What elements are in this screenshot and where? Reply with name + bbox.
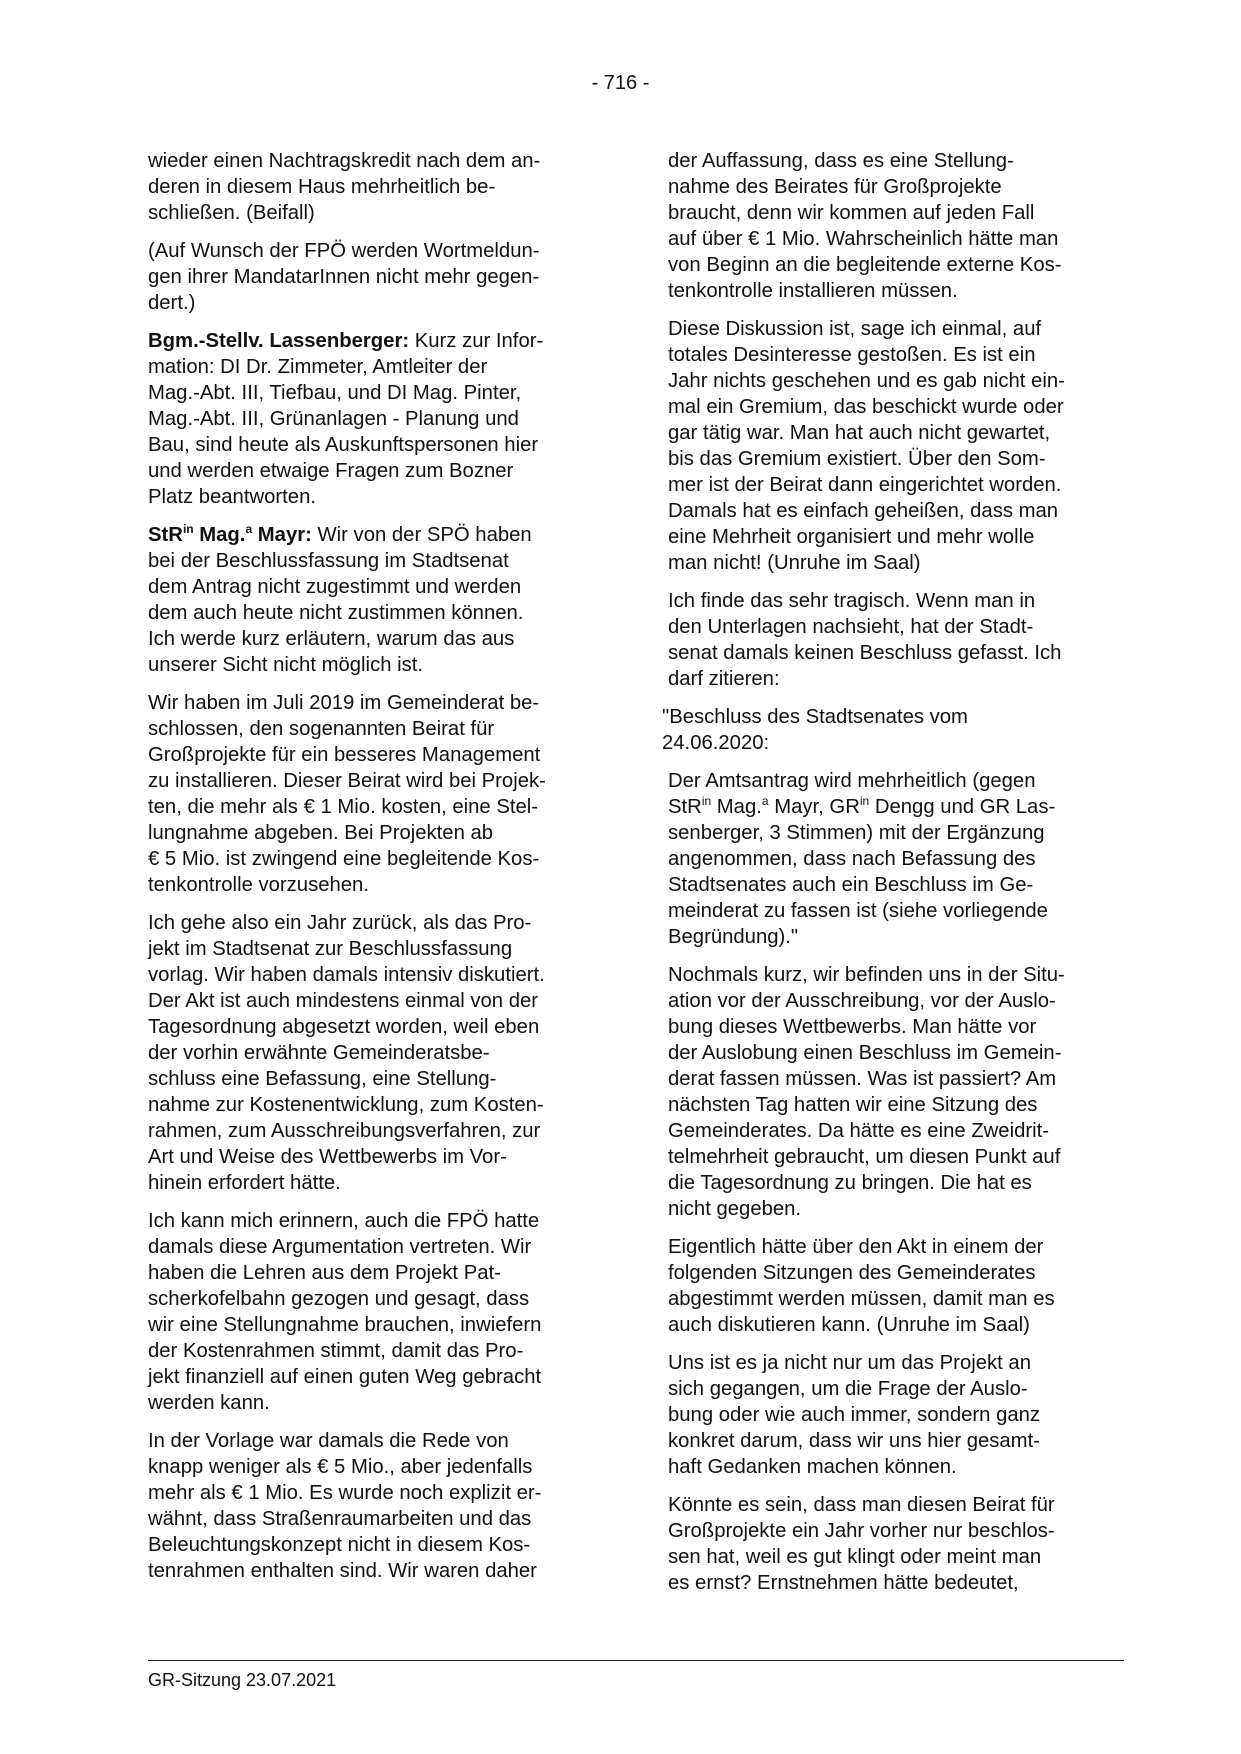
text-line: schließen. (Beifall) [148,202,315,224]
text-line: wähnt, dass Straßenraumarbeiten und das [148,1508,532,1530]
text-line: € 5 Mio. ist zwingend eine begleitende Kos- [148,848,540,870]
text-line: tenkontrolle installieren müssen. [668,280,958,302]
text-line: abgestimmt werden müssen, damit man es [668,1288,1055,1310]
text-line: folgenden Sitzungen des Gemeinderates [668,1262,1036,1284]
text-line: mal ein Gremium, das beschickt wurde oder [668,396,1064,418]
text-line: man nicht! (Unruhe im Saal) [668,552,921,574]
text-line: Tagesordnung abgesetzt worden, weil eben [148,1016,540,1038]
text-line: dem auch heute nicht zustimmen können. [148,602,524,624]
text-line: von Beginn an die begleitende externe Kos- [668,254,1062,276]
text-paragraph [668,588,1120,692]
text-line: totales Desinteresse gestoßen. Es ist ein [668,344,1036,366]
text-paragraph [668,316,1120,576]
text-line: vorlag. Wir haben damals intensiv diskutiert. [148,964,545,986]
text-line: (Auf Wunsch der FPÖ werden Wortmeldun- [148,240,540,262]
left-text-column [148,148,600,1596]
text-line: sich gegangen, um die Frage der Auslo- [668,1378,1028,1400]
text-line: mehr als € 1 Mio. Es wurde noch explizit er- [148,1482,542,1504]
text-line: Ich finde das sehr tragisch. Wenn man in [668,590,1036,612]
inline-text: Mag. [193,524,246,546]
text-line: damals diese Argumentation vertreten. Wir [148,1236,532,1258]
text-line: rahmen, zum Ausschreibungsverfahren, zur [148,1120,541,1142]
speaker-paragraph [148,522,600,678]
text-line: In der Vorlage war damals die Rede von [148,1430,509,1452]
text-line: Ich kann mich erinnern, auch die FPÖ hatte [148,1210,540,1232]
text-line: Jahr nichts geschehen und es gab nicht ein- [668,370,1065,392]
inline-text: Dengg und GR Las- [869,796,1056,818]
text-line: gar tätig war. Man hat auch nicht gewartet, [668,422,1051,444]
text-line [148,522,600,548]
text-line: angenommen, dass nach Befassung des [668,848,1036,870]
inline-text: Kurz zur Infor- [409,330,544,352]
inline-text: StR [148,524,183,546]
speaker-paragraph [148,328,600,510]
superscript-text: in [182,522,194,536]
text-line: bei der Beschlussfassung im Stadtsenat [148,550,509,572]
speaker-name [148,524,312,546]
text-line: haben die Lehren aus dem Projekt Pat- [148,1262,501,1284]
text-line: der Auslobung einen Beschluss im Gemein- [668,1042,1062,1064]
text-line: Uns ist es ja nicht nur um das Projekt an [668,1352,1031,1374]
text-line: zu installieren. Dieser Beirat wird bei Projek- [148,770,546,792]
text-line: Begründung)." [668,926,799,948]
inline-text: Mag. [711,796,762,818]
text-line: derat fassen müssen. Was ist passiert? Am [668,1068,1057,1090]
text-line: Der Amtsantrag wird mehrheitlich (gegen [668,770,1036,792]
text-paragraph [668,1492,1120,1596]
quoted-paragraph [668,768,1120,950]
text-line: der vorhin erwähnte Gemeinderatsbe- [148,1042,490,1064]
text-paragraph [668,148,1120,304]
text-line: eine Mehrheit organisiert und mehr wolle [668,526,1035,548]
text-line: senat damals keinen Beschluss gefasst. Ich [668,642,1062,664]
text-line: haft Gedanken machen können. [668,1456,957,1478]
text-line: Diese Diskussion ist, sage ich einmal, auf [668,318,1042,340]
text-paragraph [668,962,1120,1222]
quoted-paragraph [662,704,1120,756]
right-text-column [662,148,1120,1608]
text-paragraph [668,1234,1120,1338]
text-line: Nochmals kurz, wir befinden uns in der Situ- [668,964,1065,986]
text-line: "Beschluss des Stadtsenates vom [662,706,968,728]
text-line: den Unterlagen nachsieht, hat der Stadt- [668,616,1034,638]
text-line: werden kann. [148,1392,270,1414]
text-line: nächsten Tag hatten wir eine Sitzung des [668,1094,1038,1116]
text-line: 24.06.2020: [662,732,770,754]
text-line: jekt im Stadtsenat zur Beschlussfassung [148,938,513,960]
text-paragraph [148,148,600,226]
text-line: schlossen, den sogenannten Beirat für [148,718,495,740]
text-paragraph [148,910,600,1196]
superscript-text: in [859,794,870,808]
inline-text: Mayr, GR [768,796,860,818]
text-line: dem Antrag nicht zugestimmt und werden [148,576,522,598]
text-line: der Auffassung, dass es eine Stellung- [668,150,1014,172]
text-line: Mag.-Abt. III, Grünanlagen - Planung und [148,408,519,430]
superscript-text: a [761,794,769,808]
text-line: Wir haben im Juli 2019 im Gemeinderat be- [148,692,540,714]
text-line: nahme zur Kostenentwicklung, zum Kosten- [148,1094,544,1116]
inline-text: StR [668,796,702,818]
text-line: deren in diesem Haus mehrheitlich be- [148,176,496,198]
text-line: tenkontrolle vorzusehen. [148,874,369,896]
text-line: der Kostenrahmen stimmt, damit das Pro- [148,1340,524,1362]
text-line: schluss eine Befassung, eine Stellung- [148,1068,497,1090]
text-line: nahme des Beirates für Großprojekte [668,176,1002,198]
text-line: meinderat zu fassen ist (siehe vorliegende [668,900,1048,922]
text-line: ten, die mehr als € 1 Mio. kosten, eine Stel- [148,796,539,818]
text-line: Der Akt ist auch mindestens einmal von der [148,990,539,1012]
text-line: mation: DI Dr. Zimmeter, Amtleiter der [148,356,488,378]
text-line: Damals hat es einfach geheißen, dass man [668,500,1059,522]
superscript-text: in [701,794,712,808]
text-line: knapp weniger als € 5 Mio., aber jedenfalls [148,1456,533,1478]
text-line: Stadtsenates auch ein Beschluss im Ge- [668,874,1034,896]
page-number: - 716 - [591,72,650,94]
text-paragraph [148,238,600,316]
text-line: Ich werde kurz erläutern, warum das aus [148,628,515,650]
text-line: Bau, sind heute als Auskunftspersonen hier [148,434,539,456]
text-line: nicht gegeben. [668,1198,802,1220]
text-line: Mag.-Abt. III, Tiefbau, und DI Mag. Pinter, [148,382,522,404]
text-line: die Tagesordnung zu bringen. Die hat es [668,1172,1032,1194]
text-line: wieder einen Nachtragskredit nach dem an- [148,150,541,172]
inline-text: Wir von der SPÖ haben [311,524,532,546]
text-line [148,328,600,354]
text-line: telmehrheit gebraucht, um diesen Punkt auf [668,1146,1061,1168]
text-line: Ich gehe also ein Jahr zurück, als das Pro- [148,912,532,934]
text-line: darf zitieren: [668,668,780,690]
text-line: tenrahmen enthalten sind. Wir waren daher [148,1560,537,1582]
text-paragraph [148,690,600,898]
text-line: Großprojekte für ein besseres Management [148,744,541,766]
footer-divider [148,1660,1124,1661]
text-line: scherkofelbahn gezogen und gesagt, dass [148,1288,530,1310]
text-line: Art und Weise des Wettbewerbs im Vor- [148,1146,507,1168]
text-line: auf über € 1 Mio. Wahrscheinlich hätte man [668,228,1059,250]
text-line: Gemeinderates. Da hätte es eine Zweidrit- [668,1120,1050,1142]
text-line: Eigentlich hätte über den Akt in einem der [668,1236,1044,1258]
text-line [668,794,1120,820]
text-line: es ernst? Ernstnehmen hätte bedeutet, [668,1572,1019,1594]
text-line: Beleuchtungskonzept nicht in diesem Kos- [148,1534,531,1556]
text-line: hinein erfordert hätte. [148,1172,341,1194]
text-line: ation vor der Ausschreibung, vor der Auslo- [668,990,1056,1012]
text-line: Könnte es sein, dass man diesen Beirat für [668,1494,1055,1516]
text-line: bung oder wie auch immer, sondern ganz [668,1404,1041,1426]
text-line: gen ihrer MandatarInnen nicht mehr gegen- [148,266,540,288]
text-line: jekt finanziell auf einen guten Weg gebracht [148,1366,542,1388]
text-paragraph [148,1208,600,1416]
text-line: Platz beantworten. [148,486,316,508]
text-line: mer ist der Beirat dann eingerichtet worden. [668,474,1062,496]
text-line: Großprojekte ein Jahr vorher nur beschlos- [668,1520,1055,1542]
text-line: braucht, denn wir kommen auf jeden Fall [668,202,1035,224]
text-paragraph [148,1428,600,1584]
footer-session-date: GR-Sitzung 23.07.2021 [148,1670,337,1690]
text-line: auch diskutieren kann. (Unruhe im Saal) [668,1314,1030,1336]
superscript-text: a [245,522,253,536]
text-line: dert.) [148,292,196,314]
text-line: konkret darum, dass wir uns hier gesamt- [668,1430,1040,1452]
text-paragraph [668,1350,1120,1480]
text-line: senberger, 3 Stimmen) mit der Ergänzung [668,822,1045,844]
text-line: bung dieses Wettbewerbs. Man hätte vor [668,1016,1037,1038]
text-line: und werden etwaige Fragen zum Bozner [148,460,514,482]
text-line: wir eine Stellungnahme brauchen, inwiefern [148,1314,542,1336]
text-line: lungnahme abgeben. Bei Projekten ab [148,822,494,844]
inline-text: Mayr: [252,524,312,546]
text-line: sen hat, weil es gut klingt oder meint man [668,1546,1042,1568]
speaker-name: Bgm.-Stellv. Lassenberger: [148,330,410,352]
text-line: bis das Gremium existiert. Über den Som- [668,448,1046,470]
text-line: unserer Sicht nicht möglich ist. [148,654,424,676]
